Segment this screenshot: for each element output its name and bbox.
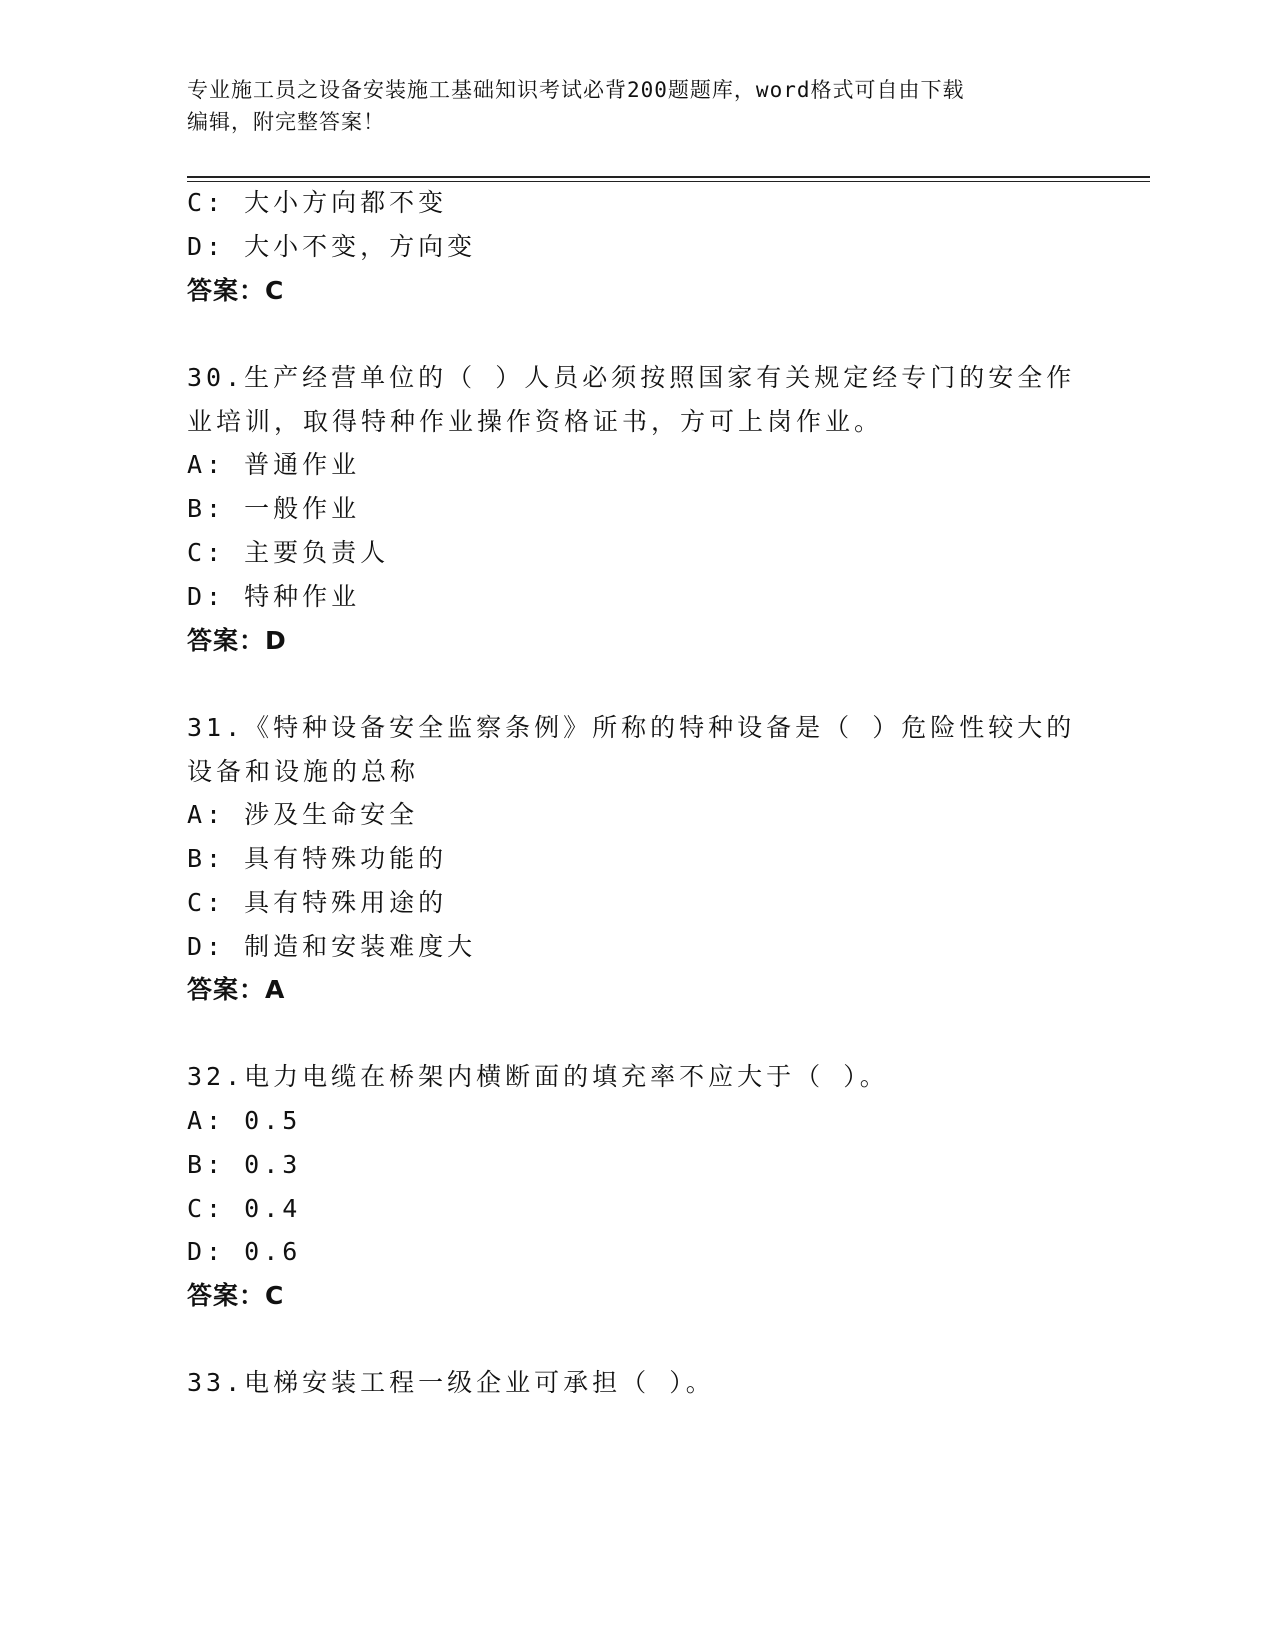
q31-stem-line-1: 31.《特种设备安全监察条例》所称的特种设备是（ ）危险性较大的 — [187, 713, 1076, 742]
q31-option-d: D: 制造和安装难度大 — [187, 932, 477, 961]
q30-stem-line-2: 业培训，取得特种作业操作资格证书，方可上岗作业。 — [187, 407, 884, 436]
q29-option-d: D: 大小不变，方向变 — [187, 232, 477, 261]
q30-option-a: A: 普通作业 — [187, 450, 361, 479]
q31-option-b: B: 具有特殊功能的 — [187, 844, 448, 873]
q30-option-d: D: 特种作业 — [187, 582, 361, 611]
q32-option-d: D: 0.6 — [187, 1237, 302, 1266]
document-header — [187, 74, 1067, 138]
q31-stem-line-2: 设备和设施的总称 — [187, 757, 420, 786]
q30-answer: 答案：D — [187, 626, 287, 655]
q33-stem-line-1: 33.电梯安装工程一级企业可承担（ ）。 — [187, 1368, 715, 1397]
q32-option-c: C: 0.4 — [187, 1194, 302, 1223]
q32-option-a: A: 0.5 — [187, 1106, 302, 1135]
q31-answer: 答案：A — [187, 975, 286, 1004]
q32-option-b: B: 0.3 — [187, 1150, 302, 1179]
q30-stem-line-1: 30.生产经营单位的（ ）人员必须按照国家有关规定经专门的安全作 — [187, 363, 1076, 392]
header-title-line-1: 专业施工员之设备安装施工基础知识考试必背200题题库，word格式可自由下载 — [187, 78, 965, 102]
q29-option-c: C: 大小方向都不变 — [187, 188, 448, 217]
q32-stem-line-1: 32.电力电缆在桥架内横断面的填充率不应大于（ ）。 — [187, 1062, 889, 1091]
header-divider-thin — [187, 181, 1150, 182]
q31-option-c: C: 具有特殊用途的 — [187, 888, 448, 917]
q32-answer: 答案：C — [187, 1281, 285, 1310]
q30-option-b: B: 一般作业 — [187, 494, 361, 523]
header-divider-thick — [187, 176, 1150, 178]
q30-option-c: C: 主要负责人 — [187, 538, 390, 567]
q31-option-a: A: 涉及生命安全 — [187, 800, 419, 829]
q29-answer: 答案：C — [187, 276, 285, 305]
header-title-line-2: 编辑，附完整答案！ — [187, 110, 385, 134]
